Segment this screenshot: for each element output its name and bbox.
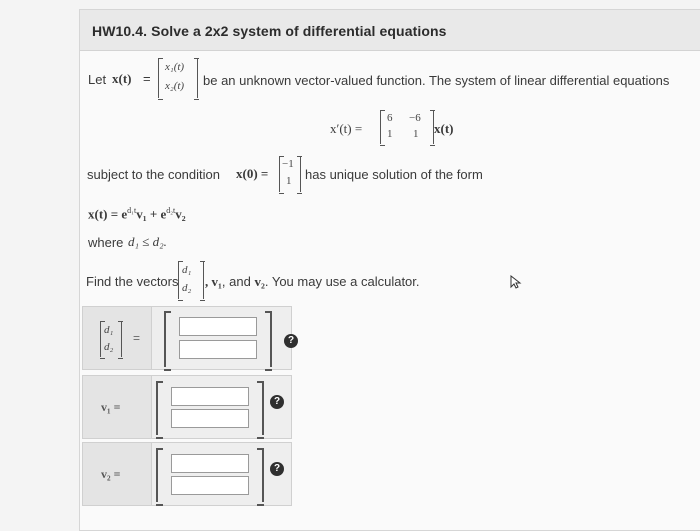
find-prefix: Find the vectors: [86, 274, 179, 289]
row-label-v2: [82, 442, 152, 506]
answer-row-d: [82, 306, 292, 370]
d-bracket: [164, 311, 272, 367]
find-v1: , v₁: [205, 274, 222, 289]
x-of-t: x(t): [112, 71, 132, 86]
x1-entry: x₁(t): [165, 61, 185, 73]
question-title: HW10.4. Solve a 2x2 system of differential equations: [92, 23, 447, 39]
row-field-v2: [152, 442, 292, 506]
v1-top-input[interactable]: [171, 387, 249, 406]
initial-vector: [279, 156, 301, 192]
v1-bottom-input[interactable]: [171, 409, 249, 428]
coefficient-matrix: [380, 110, 434, 144]
row-label-d1: d₁: [104, 324, 114, 336]
find-v2: v₂: [254, 274, 265, 289]
mouse-cursor-icon: [510, 275, 522, 289]
answer-row-v2: [82, 442, 292, 506]
solution-form: [88, 206, 186, 222]
solution-mid: v₁ + e: [136, 206, 167, 222]
solution-exp-1: d₁t: [127, 206, 137, 215]
x0-entry-2: 1: [286, 175, 292, 187]
intro-suffix: be an unknown vector-valued function. The system of linear differential equations: [203, 73, 670, 88]
find-and: , and: [221, 274, 251, 289]
solution-end: v₂: [175, 206, 186, 222]
v2-bracket: [156, 448, 264, 502]
row-label-v1-text: v₁ =: [101, 400, 121, 414]
x0-lhs: x(0) =: [236, 166, 269, 181]
d2-input[interactable]: [179, 340, 257, 359]
help-icon[interactable]: ?: [270, 395, 284, 409]
row-field-v1: [152, 375, 292, 439]
condition-prefix: subject to the condition: [87, 167, 220, 182]
row-label-d2: d₂: [104, 341, 114, 353]
v2-top-input[interactable]: [171, 454, 249, 473]
a21: 1: [387, 128, 393, 140]
a11: 6: [387, 112, 393, 124]
let-prefix: Let: [88, 72, 107, 87]
find-suffix: [205, 274, 420, 290]
derivative-lhs: x′(t) =: [330, 121, 363, 136]
a22: 1: [413, 128, 419, 140]
x0-entry-1: −1: [282, 158, 294, 170]
derivative-rhs: x(t): [434, 121, 454, 136]
answer-row-v1: [82, 375, 292, 439]
condition-suffix: has unique solution of the form: [305, 167, 483, 182]
v2-bottom-input[interactable]: [171, 476, 249, 495]
help-icon[interactable]: ?: [270, 462, 284, 476]
x-vector-matrix: [158, 58, 198, 98]
row-label-v2-text: v₂ =: [101, 467, 121, 481]
row-label-d-equals: =: [133, 331, 141, 345]
x2-entry: x₂(t): [165, 80, 185, 92]
where-math: d₁ ≤ d₂.: [128, 234, 167, 249]
answer-table: [82, 306, 292, 508]
v1-bracket: [156, 381, 264, 435]
find-end: . You may use a calculator.: [264, 274, 420, 289]
equals-sign: =: [143, 71, 151, 86]
d1-input[interactable]: [179, 317, 257, 336]
row-field-d: [152, 306, 292, 370]
solution-exp-2: d₂t: [166, 206, 176, 215]
question-header: [80, 10, 700, 51]
d1-entry: d₁: [182, 264, 192, 276]
row-label-v1: [82, 375, 152, 439]
a12: −6: [409, 112, 421, 124]
help-icon[interactable]: ?: [284, 334, 298, 348]
solution-lhs: x(t) = e: [88, 206, 128, 222]
where-text: where: [88, 235, 124, 250]
row-label-d: [82, 306, 152, 370]
row-label-d-matrix: [100, 321, 122, 357]
d-vector-matrix: [178, 261, 204, 299]
d2-entry: d₂: [182, 282, 192, 294]
